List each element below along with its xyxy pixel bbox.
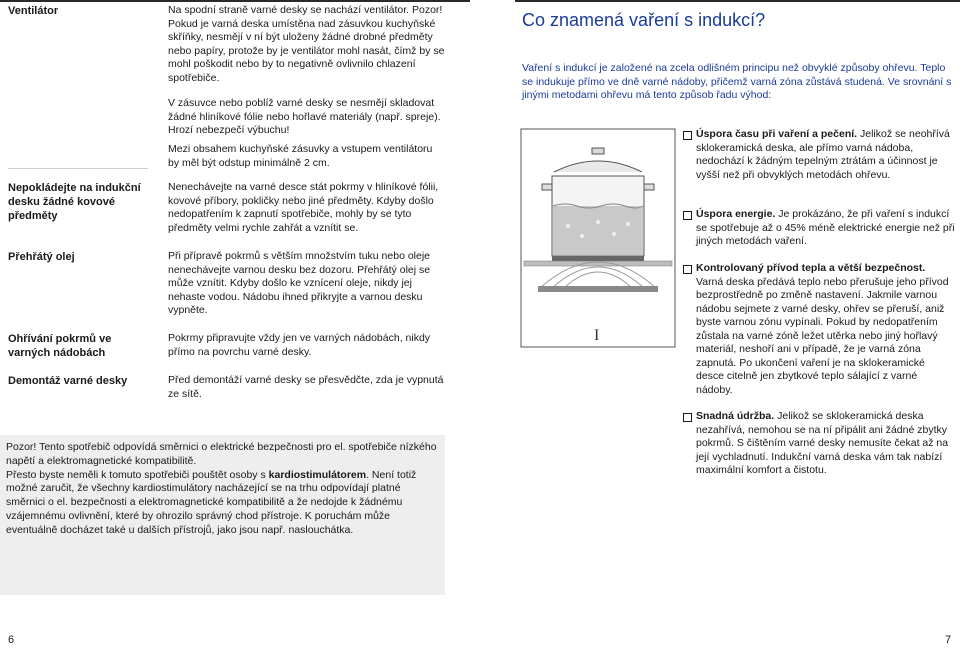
bullet-text: Je prokázáno, že při vaření s indukcí se spotřebuje až o 45% méně elektrické energie než při jiných metodách vaření. — [696, 208, 955, 247]
bullet-text: Varná deska předává teplo nebo přerušuje jeho přívod bezprostředně po změně nastavení. Jakmile varnou nádobu sejmete z varné desky, ohřev se přeruší, aniž byste varnou zónu vypínali. Pokud by nedopatřením zůstala na varné zóně ležet utěrka nebo jiný hořlavý materiál, neshoří ani v případě, že je varná zóna zapnutá. Po ukončení vaření je na sklokeramické desce citelně jen zbytkové teplo sálající z varné nádoby. — [696, 275, 949, 396]
bullet-title: Snadná údržba. — [696, 410, 775, 422]
bullet-controlled-heat — [683, 262, 955, 397]
page-number-right: 7 — [945, 634, 952, 646]
bullet-title: Kontrolovaný přívod tepla a větší bezpečnost. — [696, 262, 926, 274]
paragraph-dismantling: Před demontáží varné desky se přesvědčte, zda je vypnutá ze sítě. — [168, 374, 444, 400]
induction-pot-illustration — [520, 128, 676, 348]
paragraph-drawer-foil: V zásuvce nebo poblíž varné desky se nesmějí skladovat žádné hliníkové fólie nebo hořlavé materiály (např. spreje). Hrozí nebezpečí výbuchu! — [168, 97, 441, 136]
bullet-text: Jelikož se neohřívá sklokeramická deska, ale přímo varná nádoba, nedochází k žádným tepelným ztrátám a účinnost je vyšší než při obvyklých metodách ohřevu. — [696, 128, 950, 181]
page-number-left: 6 — [8, 634, 15, 646]
heading-no-metal: Nepokládejte na indukční desku žádné kovové předměty — [8, 182, 141, 222]
warning-line-2-post: . Není totiž možné zaručit, že všechny kardiostimulátory nacházející se na trhu odpovídají platné směrnici o el. bezpečnosti a elektromagnetické kompatibilitě a že nedojde k žádnému vzájemnému ovlivnění, které by ohrozilo správný chod přístroje. K poruchám může eventuálně docházet také u dalších přístrojů, jako jsou např. naslouchátka. — [6, 468, 417, 536]
heading-dismantling: Demontáž varné desky — [8, 375, 128, 387]
heading-reheating: Ohřívání pokrmů ve varných nádobách — [8, 333, 112, 359]
checkbox-icon — [683, 265, 692, 274]
warning-text — [6, 441, 438, 538]
heading-hot-oil: Přehřátý olej — [8, 251, 75, 263]
paragraph-ventilator: Na spodní straně varné desky se nachází ventilátor. Pozor! Pokud je varná deska umístěna nad zásuvkou kuchyňské skříňky, nesmějí v ní být uloženy žádné drobné předměty nebo papíry, protože by je ventilátor mohl nasát, čímž by se mohl poškodit nebo by to negativně ovlivnilo chlazení spotřebiče. — [168, 4, 445, 84]
top-rule-right — [515, 0, 960, 2]
top-rule-left — [0, 0, 470, 2]
bullet-title: Úspora času při vaření a pečení. — [696, 128, 858, 140]
paragraph-reheating: Pokrmy připravujte vždy jen ve varných nádobách, nikdy přímo na povrchu varné desky. — [168, 332, 431, 358]
intro-text: Vaření s indukcí je založené na zcela odlišném principu než obvyklé způsoby ohřevu. Teplo se indukuje přímo ve dně varné nádoby, přičemž varná zóna zůstává studená. Ve srovnání s jinými metodami ohřevu má tento způsob řadu výhod: — [522, 62, 952, 101]
divider — [8, 168, 148, 169]
warning-pacemaker: kardiostimulátorem — [268, 468, 367, 481]
bullet-energy-saving — [683, 208, 955, 249]
checkbox-icon — [683, 131, 692, 140]
page-title: Co znamená vaření s indukcí? — [522, 10, 766, 30]
warning-line-2 — [6, 469, 438, 538]
heading-ventilator: Ventilátor — [8, 5, 59, 17]
bullet-title: Úspora energie. — [696, 208, 776, 220]
paragraph-no-metal: Nenechávejte na varné desce stát pokrmy v hliníkové fólii, kovové příbory, pokličky nebo jiné předměty. Kdyby došlo nedopatřením k zapnutí spotřebiče, mohly by se tyto předměty velmi rychle zahřát a vznítit se. — [168, 181, 439, 234]
warning-line-1: Pozor! Tento spotřebič odpovídá směrnici o elektrické bezpečnosti pro el. spotřebiče nízkého napětí a elektromagnetické kompatibilitě. — [6, 441, 437, 467]
illustration-label: I — [594, 327, 600, 344]
bullet-time-saving — [683, 128, 955, 182]
paragraph-hot-oil: Při přípravě pokrmů s větším množstvím tuku nebo oleje nenechávejte varnou desku bez dozoru. Přehřátý olej se může vznítit. Kdyby došlo ke vznícení oleje, nikdy jej nehaste vodou. Nádobu ihned přikryjte a varnou desku vypněte. — [168, 250, 431, 316]
bullet-easy-maintenance — [683, 410, 955, 478]
checkbox-icon — [683, 211, 692, 220]
bullet-text: Jelikož se sklokeramická deska nezahřívá, nemohou se na ní připálit ani žádné zbytky pokrmů. S čištěním varné desky nemusíte čekat až na její vychladnutí. Indukční varná deska vám tak nabízí maximální komfort a čistotu. — [696, 410, 949, 476]
warning-line-2-pre: Přesto byste neměli k tomuto spotřebiči pouštět osoby s — [6, 468, 266, 481]
paragraph-drawer-gap: Mezi obsahem kuchyňské zásuvky a vstupem ventilátoru by měl být odstup minimálně 2 cm. — [168, 143, 433, 169]
checkbox-icon — [683, 413, 692, 422]
